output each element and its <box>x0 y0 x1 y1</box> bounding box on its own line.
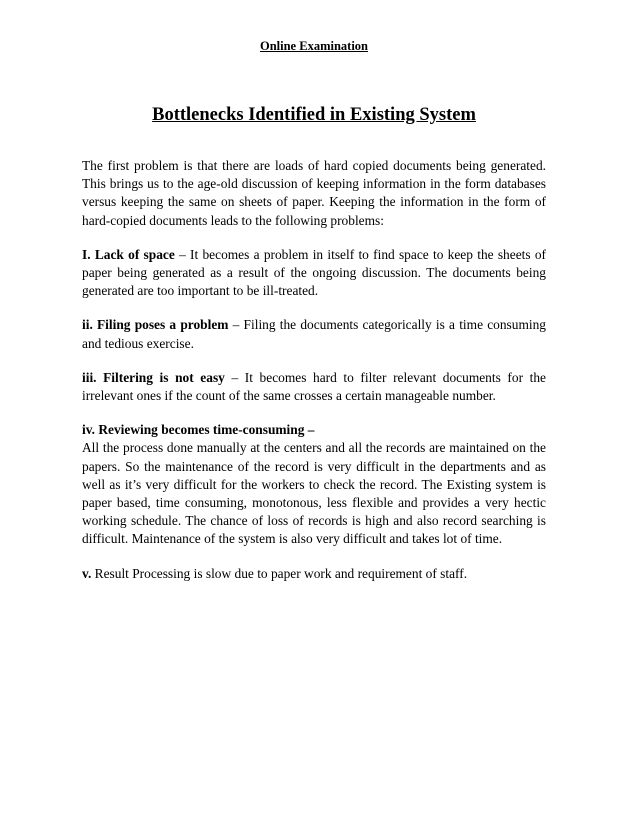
section-title: Bottlenecks Identified in Existing System <box>152 105 476 125</box>
item-text: All the process done manually at the centers and all the records are maintained on the papers. So the maintenance of the record is very difficult in the departments and as well as it’s very difficult for the workers to check the record. The Existing system is paper based, time consuming, monotonous, less flexible and provides a very hectic working schedule. The chance of loss of records is high and also record searching is difficult. Maintenance of the system is also very difficult and takes lot of time. <box>82 440 546 547</box>
item-text: – It becomes a problem in itself to find space to keep the sheets of paper being generated as a result of the ongoing discussion. The documents being generated are too important to be ill-treated. <box>82 246 547 299</box>
item-label: v. <box>82 565 92 581</box>
running-header: Online Examination <box>259 39 368 53</box>
item-text: Result Processing is slow due to paper work and requirement of staff. <box>91 565 468 581</box>
item-text: – It becomes hard to filter relevant documents for the irrelevant ones if the count of the same crosses a certain manageable number. <box>82 369 546 404</box>
item-lack-of-space <box>82 246 546 301</box>
item-label: iv. Reviewing becomes time-consuming – <box>82 422 315 438</box>
item-filtering <box>82 369 546 405</box>
item-label: I. Lack of space <box>82 246 175 262</box>
item-text: – Filing the documents categorically is a time consuming and tedious exercise. <box>82 317 546 351</box>
item-result-processing <box>82 565 546 583</box>
item-label: iii. Filtering is not easy <box>82 369 225 385</box>
item-reviewing <box>82 421 546 548</box>
item-label: ii. Filing poses a problem <box>82 317 229 333</box>
intro-paragraph: The first problem is that there are loads of hard copied documents being generated. This brings us to the age-old discussion of keeping information in the form databases versus keeping the same on sheets of paper. Keeping the information in the form of hard-copied documents leads to the following problems: <box>82 158 546 228</box>
item-filing <box>82 316 546 352</box>
document-body <box>82 157 546 599</box>
